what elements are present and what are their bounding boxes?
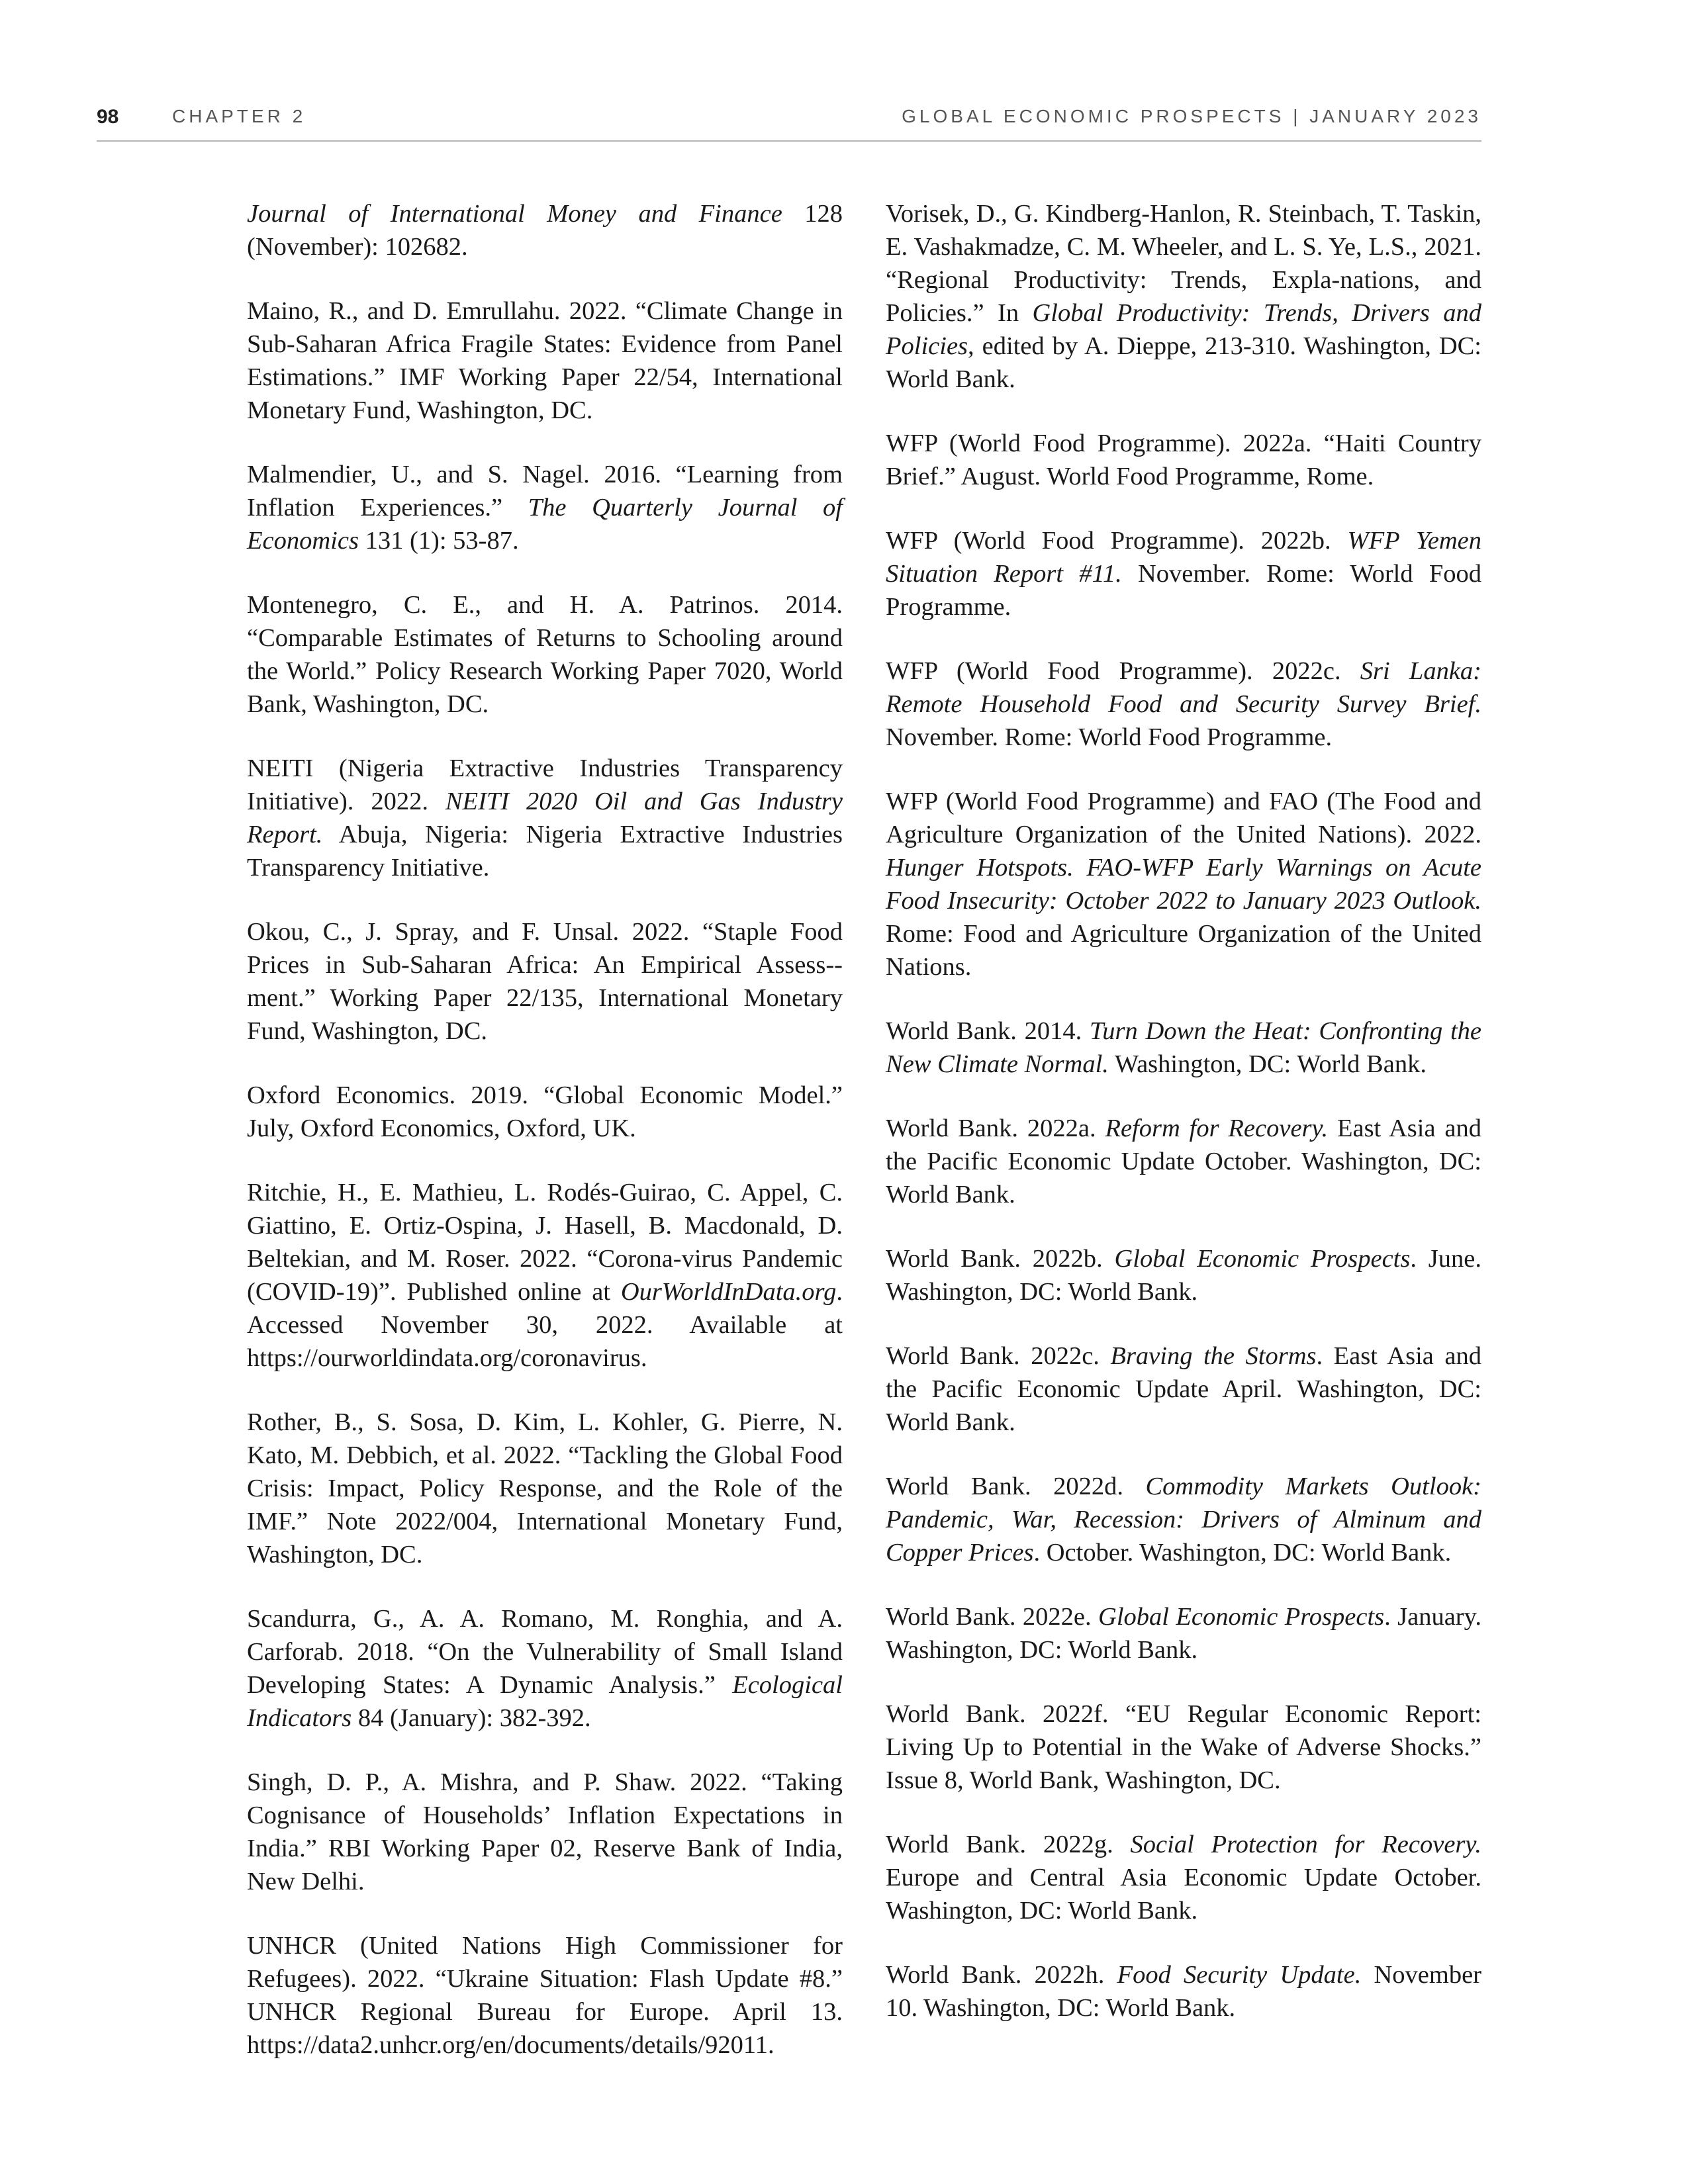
reference-entry: World Bank. 2022e. Global Economic Prospects. January. Washington, DC: World Bank. bbox=[886, 1603, 1481, 1664]
reference-entry: Scandurra, G., A. A. Romano, M. Ronghia, and A. Carforab. 2018. “On the Vulnerability of Small Island Developing States: A Dynamic Analysis.” Ecological Indicators 84 (January): 382-392. bbox=[247, 1605, 843, 1732]
reference-entry: UNHCR (United Nations High Commissioner for Refugees). 2022. “Ukraine Situation: Flash Update #8.” UNHCR Regional Bureau for Europe. April 13. https://data2.unhcr.org/en/documents/details/92011. bbox=[247, 1932, 843, 2059]
header-divider bbox=[97, 140, 1481, 142]
reference-entry: Vorisek, D., G. Kindberg-Hanlon, R. Steinbach, T. Taskin, E. Vashakmadze, C. M. Wheeler, and L. S. Ye, L.S., 2021. “Regional Productivity: Trends, Expla-nations, and Policies.” In Global Productivity: Trends, Drivers and Policies, edited by A. Dieppe, 213-310. Washington, DC: World Bank. bbox=[886, 200, 1481, 393]
reference-entry: World Bank. 2022d. Commodity Markets Outlook: Pandemic, War, Recession: Drivers of Alminum and Copper Prices. October. Washington, DC: World Bank. bbox=[886, 1473, 1481, 1567]
reference-entry: WFP (World Food Programme). 2022a. “Haiti Country Brief.” August. World Food Programme, Rome. bbox=[886, 430, 1481, 490]
reference-entry: WFP (World Food Programme) and FAO (The Food and Agriculture Organization of the United Nations). 2022. Hunger Hotspots. FAO-WFP Early Warnings on Acute Food Insecurity: October 2022 to January 2023 Outlook. Rome: Food and Agriculture Organization of the United Nations. bbox=[886, 788, 1481, 981]
reference-entry: Maino, R., and D. Emrullahu. 2022. “Climate Change in Sub-Saharan Africa Fragile States: Evidence from Panel Estimations.” IMF Working Paper 22/54, International Monetary Fund, Washington, DC. bbox=[247, 297, 843, 424]
reference-entry: World Bank. 2022c. Braving the Storms. East Asia and the Pacific Economic Update April. Washington, DC: World Bank. bbox=[886, 1342, 1481, 1436]
running-title: GLOBAL ECONOMIC PROSPECTS | JANUARY 2023 bbox=[902, 106, 1481, 126]
reference-entry: Malmendier, U., and S. Nagel. 2016. “Learning from Inflation Experiences.” The Quarterly Journal of Economics 131 (1): 53-87. bbox=[247, 461, 843, 555]
reference-entry: Singh, D. P., A. Mishra, and P. Shaw. 2022. “Taking Cognisance of Households’ Inflation Expectations in India.” RBI Working Paper 02, Reserve Bank of India, New Delhi. bbox=[247, 1768, 843, 1895]
reference-entry: WFP (World Food Programme). 2022c. Sri Lanka: Remote Household Food and Security Survey Brief. November. Rome: World Food Programme. bbox=[886, 657, 1481, 751]
references-right-column bbox=[886, 197, 1481, 2056]
chapter-label: CHAPTER 2 bbox=[172, 106, 306, 126]
reference-entry: WFP (World Food Programme). 2022b. WFP Yemen Situation Report #11. November. Rome: World Food Programme. bbox=[886, 527, 1481, 621]
reference-entry: World Bank. 2022a. Reform for Recovery. East Asia and the Pacific Economic Update October. Washington, DC: World Bank. bbox=[886, 1115, 1481, 1208]
page-number: 98 bbox=[97, 106, 119, 128]
reference-entry: Oxford Economics. 2019. “Global Economic Model.” July, Oxford Economics, Oxford, UK. bbox=[247, 1081, 843, 1142]
reference-entry: Ritchie, H., E. Mathieu, L. Rodés-Guirao, C. Appel, C. Giattino, E. Ortiz-Ospina, J. Hasell, B. Macdonald, D. Beltekian, and M. Roser. 2022. “Corona-virus Pandemic (COVID-19)”. Published online at OurWorldInData.org. Accessed November 30, 2022. Available at https://ourworldindata.org/coronavirus. bbox=[247, 1179, 843, 1372]
reference-entry: NEITI (Nigeria Extractive Industries Transparency Initiative). 2022. NEITI 2020 Oil and Gas Industry Report. Abuja, Nigeria: Nigeria Extractive Industries Transparency Initiative. bbox=[247, 754, 843, 882]
reference-entry: Journal of International Money and Finance 128 (November): 102682. bbox=[247, 200, 843, 261]
reference-entry: World Bank. 2022b. Global Economic Prospects. June. Washington, DC: World Bank. bbox=[886, 1245, 1481, 1306]
reference-entry: World Bank. 2022h. Food Security Update. November 10. Washington, DC: World Bank. bbox=[886, 1961, 1482, 2022]
reference-entry: World Bank. 2022g. Social Protection for Recovery. Europe and Central Asia Economic Update October. Washington, DC: World Bank. bbox=[886, 1831, 1481, 1925]
reference-entry: World Bank. 2014. Turn Down the Heat: Confronting the New Climate Normal. Washington, DC: World Bank. bbox=[886, 1017, 1481, 1078]
reference-entry: Rother, B., S. Sosa, D. Kim, L. Kohler, G. Pierre, N. Kato, M. Debbich, et al. 2022. “Tackling the Global Food Crisis: Impact, Policy Response, and the Role of the IMF.” Note 2022/004, International Monetary Fund, Washington, DC. bbox=[247, 1408, 843, 1569]
page-header bbox=[97, 106, 1481, 139]
reference-entry: Okou, C., J. Spray, and F. Unsal. 2022. “Staple Food Prices in Sub-Saharan Africa: An Empirical Assess-ment.” Working Paper 22/135, International Monetary Fund, Washington, DC. bbox=[247, 918, 843, 1045]
references-left-column bbox=[247, 197, 843, 2093]
reference-entry: World Bank. 2022f. “EU Regular Economic Report: Living Up to Potential in the Wake of Adverse Shocks.” Issue 8, World Bank, Washington, DC. bbox=[886, 1700, 1481, 1794]
reference-entry: Montenegro, C. E., and H. A. Patrinos. 2014. “Comparable Estimates of Returns to Schooling around the World.” Policy Research Working Paper 7020, World Bank, Washington, DC. bbox=[247, 591, 843, 718]
